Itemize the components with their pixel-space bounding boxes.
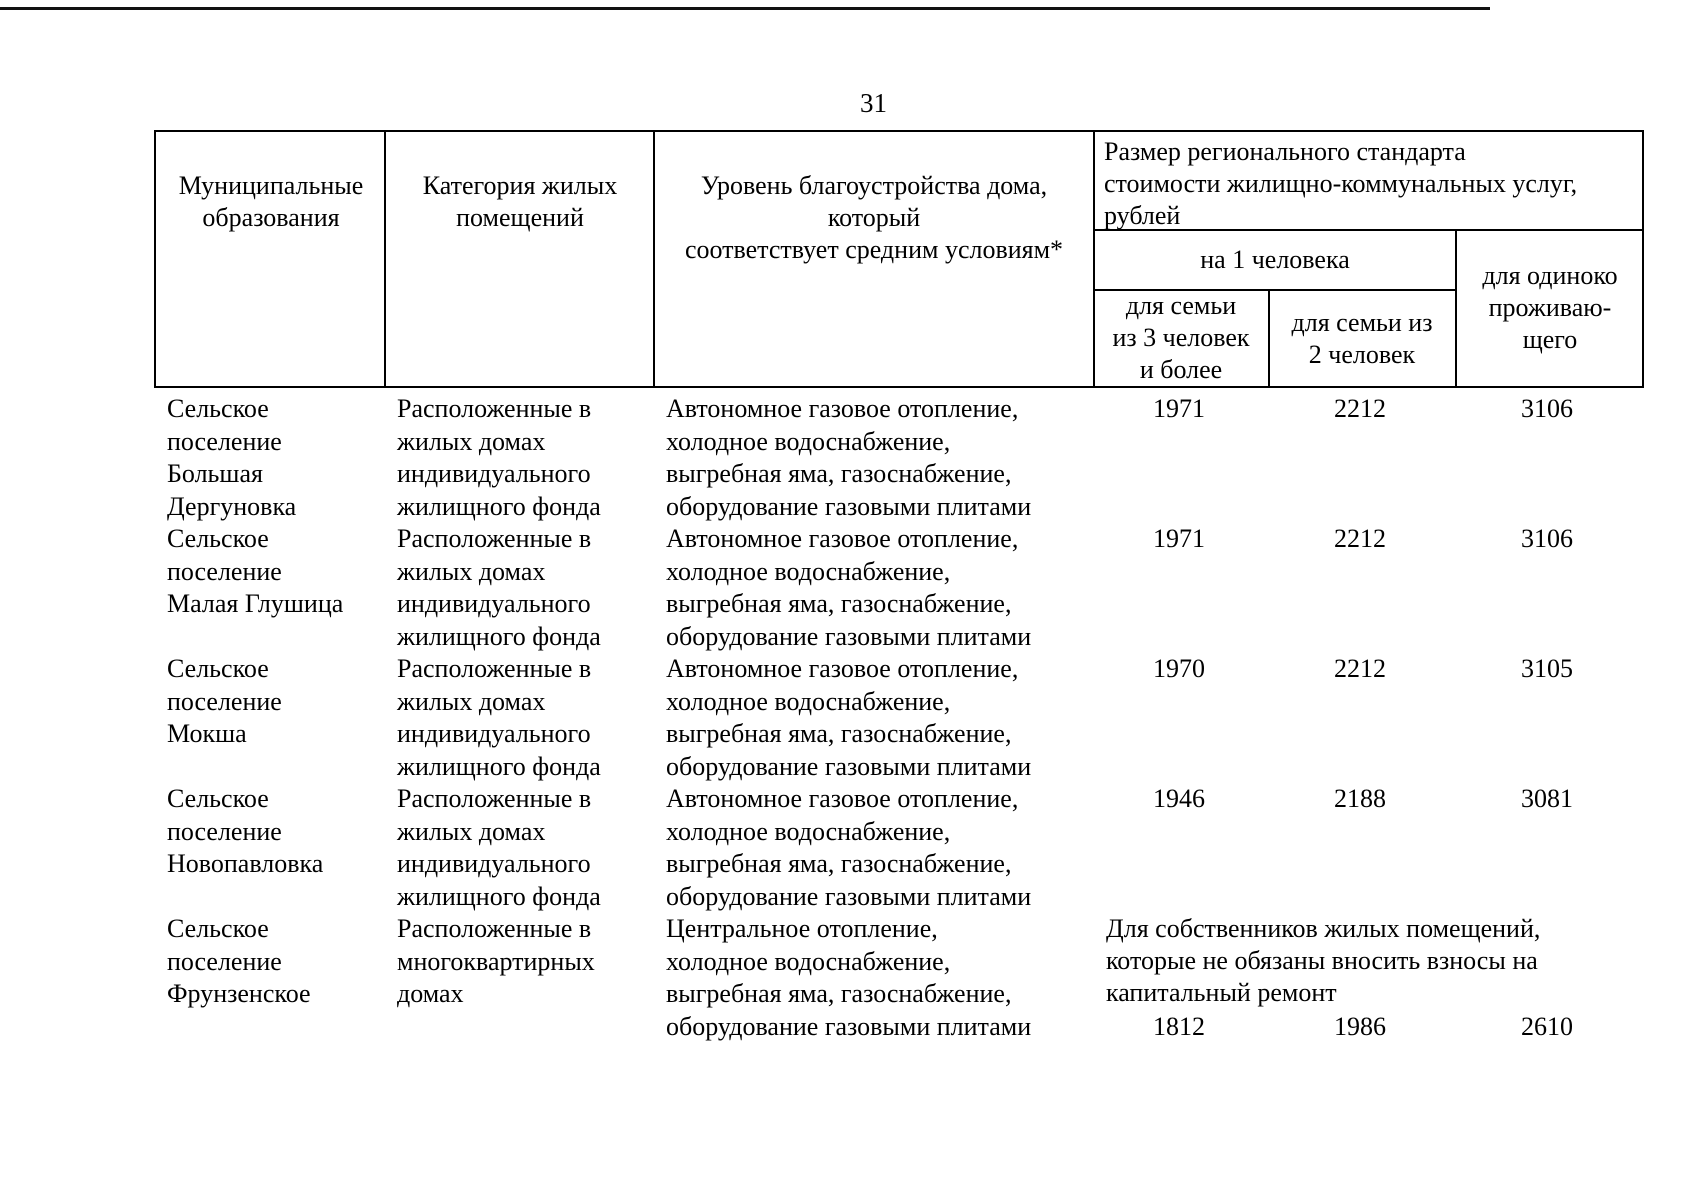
- table-row: [154, 783, 1644, 913]
- cell-category: Расположенные в жилых домах индивидуального жилищного фонда: [397, 654, 601, 781]
- table-row: [154, 913, 1644, 1043]
- header-divider: [653, 132, 655, 386]
- cell-single: 2610: [1521, 1012, 1573, 1041]
- cell-family2: 2212: [1334, 394, 1386, 423]
- page-number: 31: [860, 88, 887, 118]
- cell-municipality: Сельское поселение Новопавловка: [167, 784, 324, 878]
- cell-municipality: Сельское поселение Фрунзенское: [167, 914, 311, 1008]
- table-row: [154, 653, 1644, 783]
- header-family2: для семьи из 2 человек: [1291, 308, 1433, 369]
- cell-category: Расположенные в жилых домах индивидуального жилищного фонда: [397, 524, 601, 651]
- cell-single: 3106: [1521, 524, 1573, 553]
- cell-family2: 2212: [1334, 654, 1386, 683]
- cell-category: Расположенные в жилых домах индивидуального жилищного фонда: [397, 394, 601, 521]
- cell-single: 3081: [1521, 784, 1573, 813]
- cell-family3: 1971: [1153, 524, 1205, 553]
- header-category: Категория жилых помещений: [422, 171, 618, 232]
- top-rule: [0, 7, 1490, 10]
- cell-level: Автономное газовое отопление, холодное водоснабжение, выгребная яма, газоснабжение, оборудование газовыми плитами: [666, 784, 1032, 911]
- cell-level: Центральное отопление, холодное водоснабжение, выгребная яма, газоснабжение, оборудование газовыми плитами: [666, 914, 1032, 1041]
- cell-category: Расположенные в многоквартирных домах: [397, 914, 595, 1008]
- cell-municipality: Сельское поселение Малая Глушица: [167, 524, 344, 618]
- table-header: [154, 130, 1644, 388]
- header-municipality: Муниципальные образования: [178, 171, 364, 232]
- cell-family3: 1946: [1153, 784, 1205, 813]
- cell-category: Расположенные в жилых домах индивидуального жилищного фонда: [397, 784, 601, 911]
- header-divider: [384, 132, 386, 386]
- cell-single: 3106: [1521, 394, 1573, 423]
- header-single: для одиноко проживаю- щего: [1482, 261, 1618, 354]
- header-family3: для семьи из 3 человек и более: [1112, 291, 1250, 384]
- cell-family2: 2188: [1334, 784, 1386, 813]
- table-row: [154, 393, 1644, 523]
- cell-family3: 1970: [1153, 654, 1205, 683]
- cell-single: 3105: [1521, 654, 1573, 683]
- header-standard: Размер регионального стандарта стоимости жилищно-коммунальных услуг, рублей: [1104, 137, 1578, 230]
- cell-note: Для собственников жилых помещений, которые не обязаны вносить взносы на капитальный ремонт: [1106, 914, 1541, 1007]
- cell-family2: 2212: [1334, 524, 1386, 553]
- cell-level: Автономное газовое отопление, холодное водоснабжение, выгребная яма, газоснабжение, оборудование газовыми плитами: [666, 394, 1032, 521]
- cell-level: Автономное газовое отопление, холодное водоснабжение, выгребная яма, газоснабжение, оборудование газовыми плитами: [666, 524, 1032, 651]
- table-row: [154, 523, 1644, 653]
- cell-level: Автономное газовое отопление, холодное водоснабжение, выгребная яма, газоснабжение, оборудование газовыми плитами: [666, 654, 1032, 781]
- cell-family3: 1812: [1153, 1012, 1205, 1041]
- cell-family3: 1971: [1153, 394, 1205, 423]
- cell-family2: 1986: [1334, 1012, 1386, 1041]
- cell-municipality: Сельское поселение Мокша: [167, 654, 282, 748]
- header-per-person: на 1 человека: [1200, 245, 1350, 274]
- header-level: Уровень благоустройства дома, который соответствует средним условиям*: [684, 171, 1064, 264]
- cell-municipality: Сельское поселение Большая Дергуновка: [167, 394, 297, 521]
